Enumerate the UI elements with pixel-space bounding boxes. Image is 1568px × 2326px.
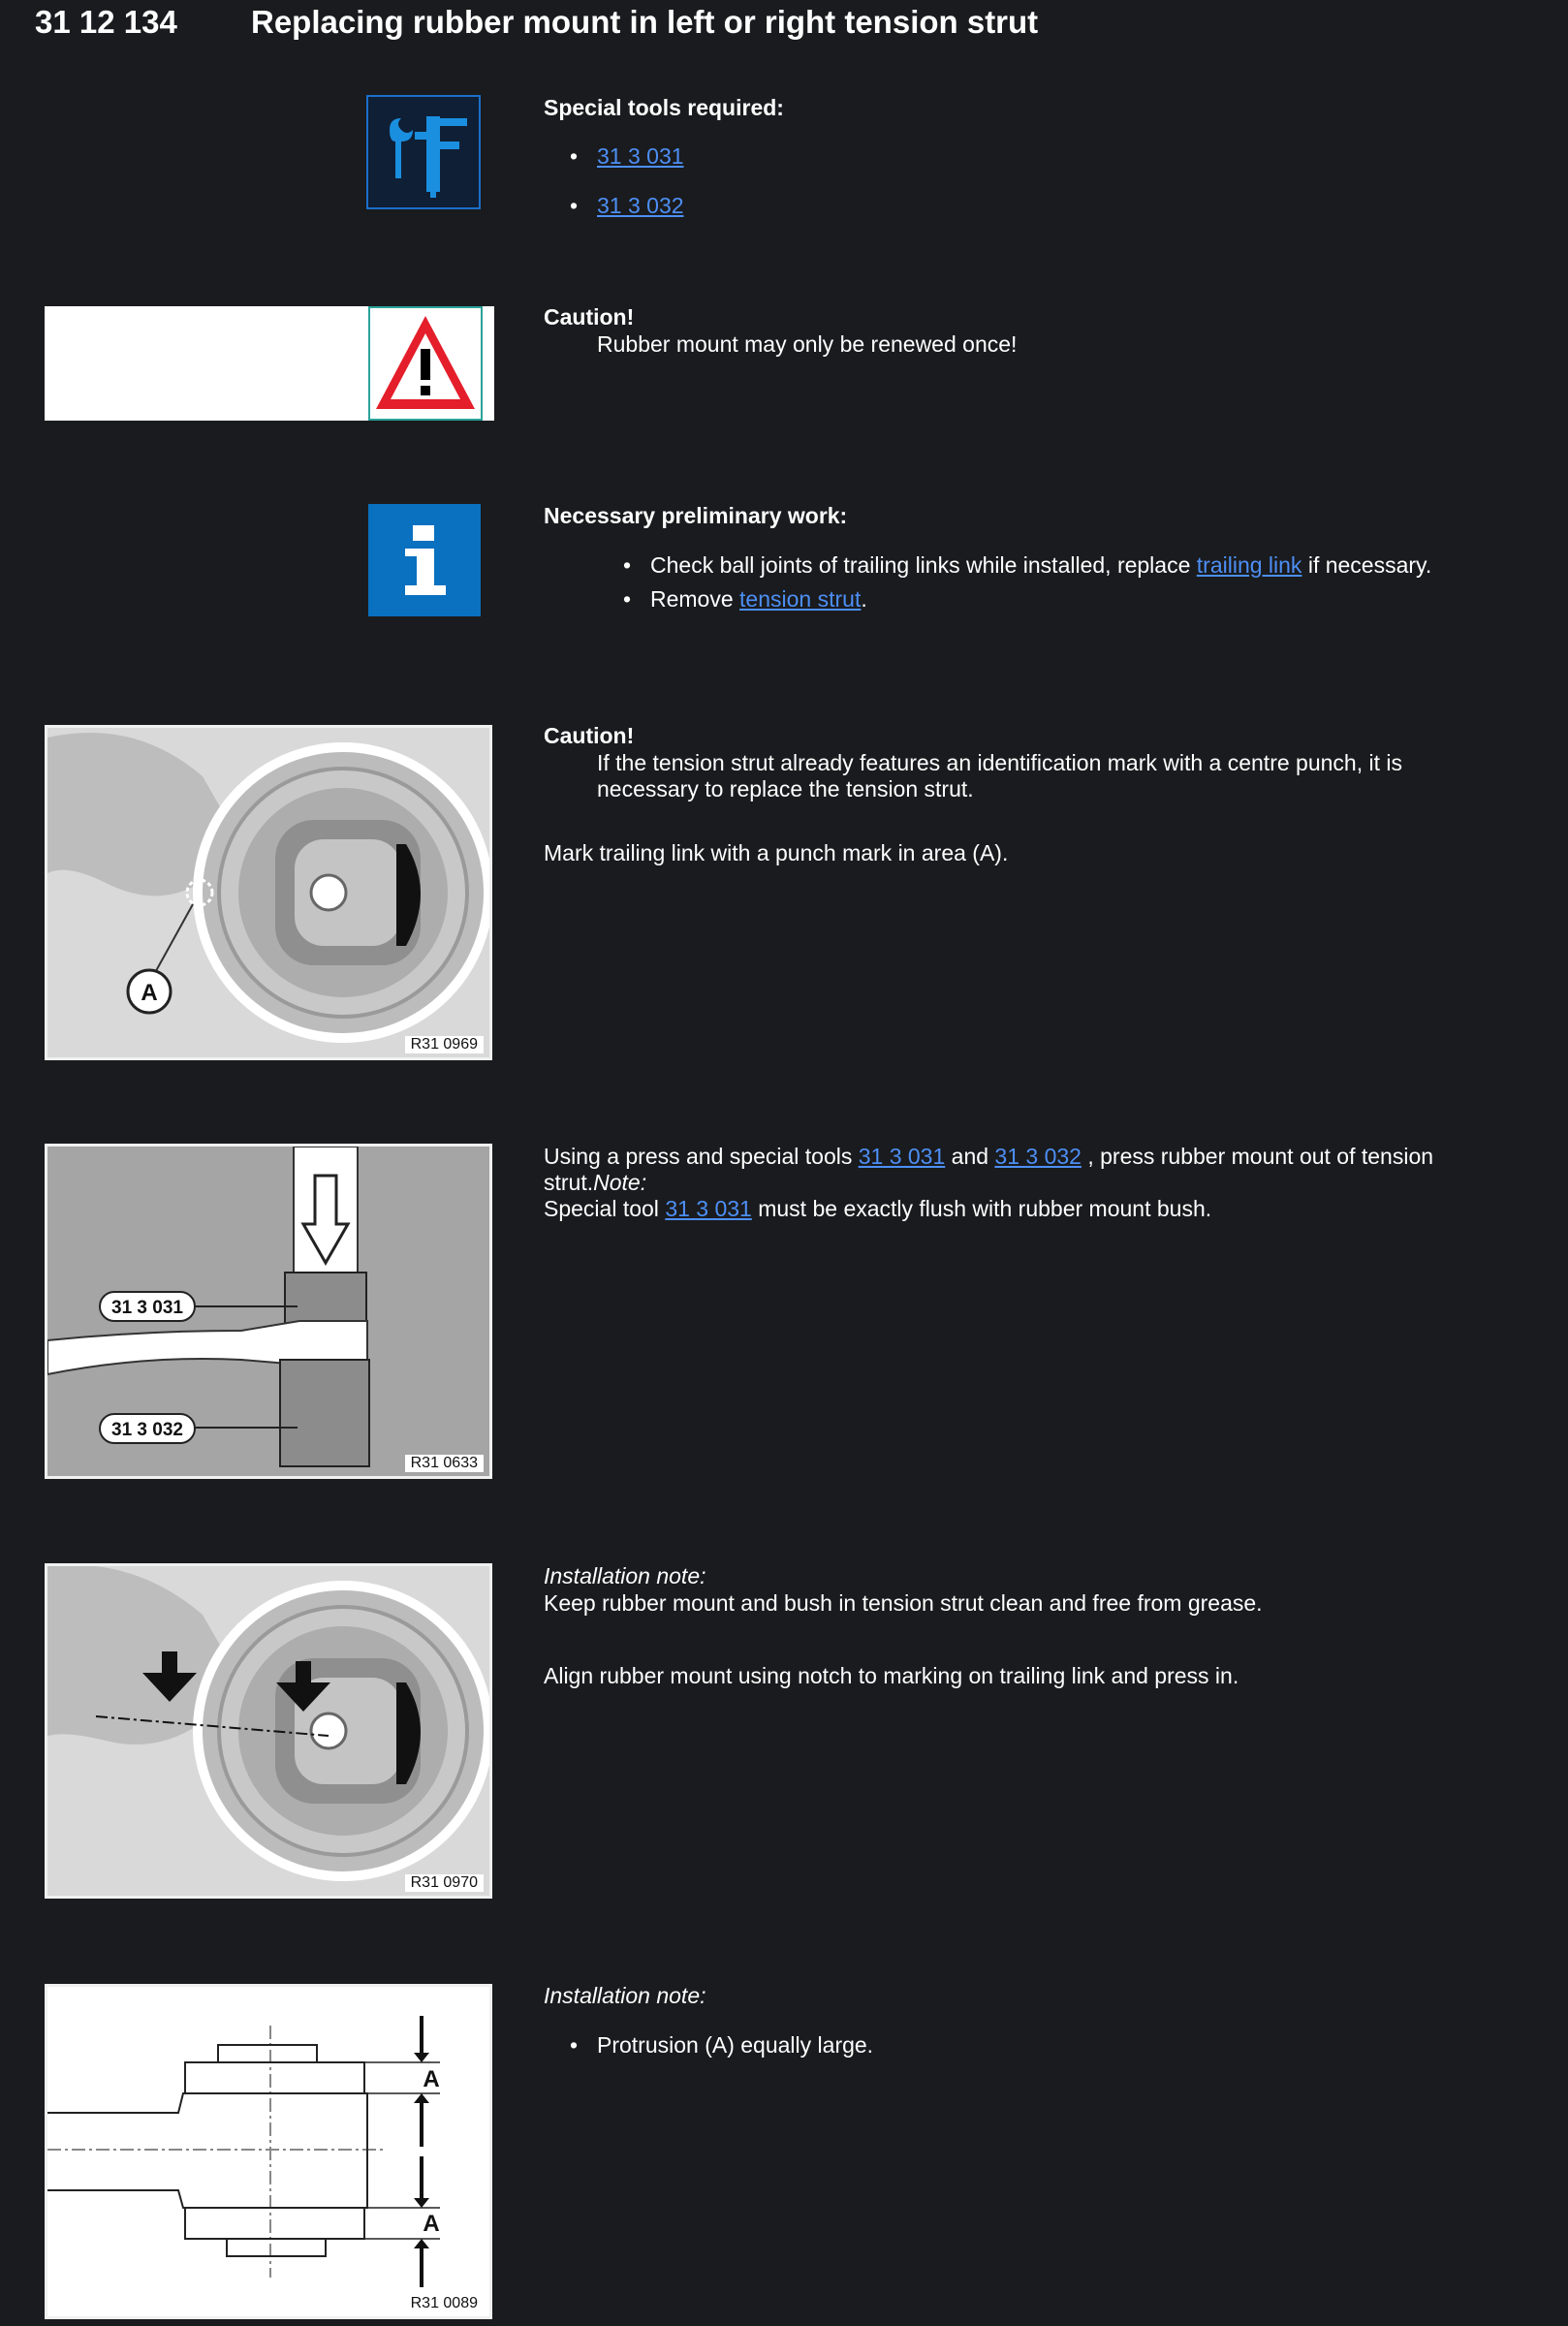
text: Special tool [544, 1196, 666, 1221]
info-icon [368, 504, 481, 616]
prelim-list [623, 552, 1432, 613]
callout-a: A [141, 980, 158, 1006]
caution-text: Rubber mount may only be renewed once! [597, 331, 1018, 357]
figure-label: R31 0970 [405, 1874, 484, 1892]
tool-link-3[interactable]: 31 3 031 [665, 1196, 752, 1221]
text: , press rubber mount out of tension strut. [544, 1144, 1434, 1195]
trailing-link-link[interactable]: trailing link [1196, 552, 1302, 578]
warning-triangle-icon [368, 306, 483, 421]
caution-text-2: If the tension strut already features an identification mark with a centre punch, it is necessary to replace the tension strut. [597, 750, 1402, 802]
prelim-item-1-post: if necessary. [1301, 552, 1432, 578]
caution-banner [45, 306, 494, 421]
align-instruction: Align rubber mount using notch to marking on trailing link and press in. [544, 1663, 1239, 1688]
installation-note-label: Installation note: [544, 1563, 706, 1588]
tool-tag-1: 31 3 031 [111, 1298, 183, 1318]
caution-heading: Caution! [544, 304, 635, 330]
step-instruction: Mark trailing link with a punch mark in area (A). [544, 840, 1009, 865]
prelim-heading: Necessary preliminary work: [544, 503, 848, 528]
list-item: • Check ball joints of trailing links while installed, replace trailing link if necessary. [623, 552, 1432, 578]
figure-align-notch [45, 1563, 492, 1899]
protrusion-list [570, 2032, 874, 2059]
list-item: • Protrusion (A) equally large. [570, 2032, 874, 2058]
tool-link-2[interactable]: 31 3 032 [597, 193, 684, 218]
installation-note-text: Keep rubber mount and bush in tension strut clean and free from grease. [544, 1590, 1263, 1616]
text: Using a press and special tools [544, 1144, 859, 1169]
list-item: • Remove tension strut. [623, 586, 867, 612]
prelim-item-1-text: Check ball joints of trailing links while installed, replace [650, 552, 1197, 578]
prelim-item-2-post: . [861, 586, 867, 612]
list-item: • 31 3 031 [570, 143, 684, 169]
prelim-item-2-text: Remove [650, 586, 740, 612]
text: must be exactly flush with rubber mount bush. [751, 1196, 1212, 1221]
tension-strut-link[interactable]: tension strut [739, 586, 862, 612]
dimension-a-bottom: A [423, 2211, 440, 2237]
tool-tag-2: 31 3 032 [111, 1420, 183, 1440]
tools-list [570, 143, 684, 219]
caution-heading-2: Caution! [544, 723, 635, 748]
protrusion-item: Protrusion (A) equally large. [597, 2032, 874, 2058]
list-item: • 31 3 032 [570, 193, 684, 218]
figure-protrusion [45, 1984, 492, 2319]
figure-press-out [45, 1144, 492, 1479]
figure-label: R31 0633 [405, 1455, 484, 1472]
figure-label: R31 0089 [405, 2295, 484, 2312]
section-number: 31 12 134 [35, 4, 177, 40]
page-title: Replacing rubber mount in left or right tension strut [251, 4, 1039, 40]
text: and [945, 1144, 995, 1169]
press-out-instruction [544, 1144, 1513, 1222]
figure-punch-mark [45, 725, 492, 1060]
dimension-a-top: A [423, 2066, 440, 2092]
tool-link-1[interactable]: 31 3 031 [858, 1144, 946, 1169]
tool-link-1[interactable]: 31 3 031 [597, 143, 684, 169]
note-label: Note: [593, 1170, 647, 1195]
tools-icon [366, 95, 481, 209]
installation-note-label-2: Installation note: [544, 1983, 706, 2008]
figure-label: R31 0969 [405, 1036, 484, 1053]
tool-link-2[interactable]: 31 3 032 [994, 1144, 1082, 1169]
tools-heading: Special tools required: [544, 95, 784, 120]
